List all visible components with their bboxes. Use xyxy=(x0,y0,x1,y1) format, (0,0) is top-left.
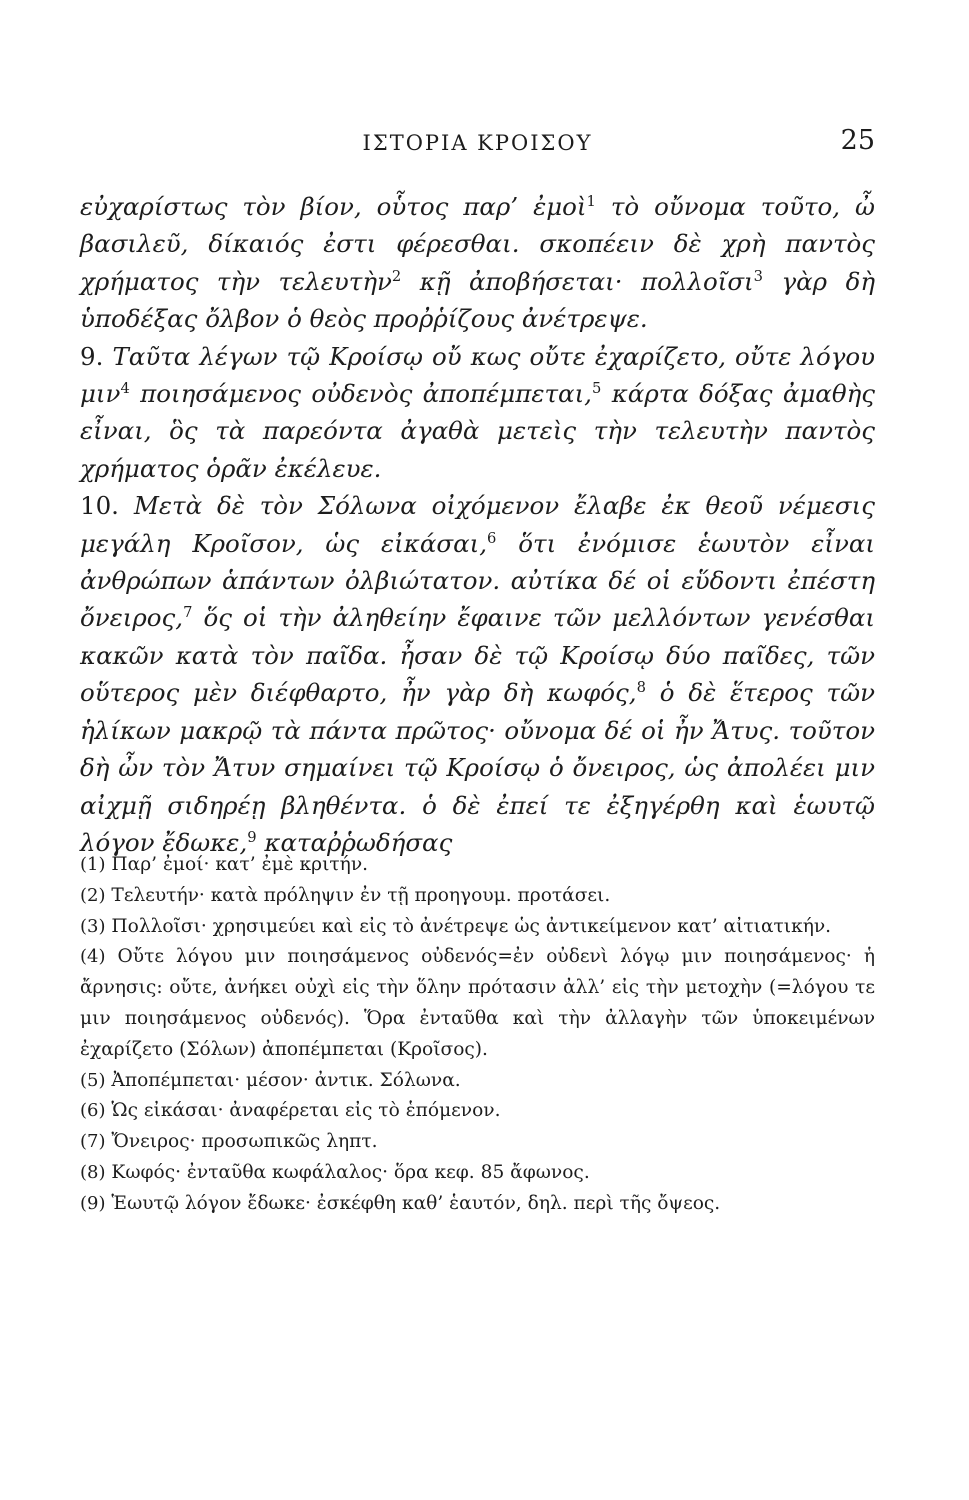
footnote-ref: 7 xyxy=(183,604,193,622)
paragraph-8-end xyxy=(80,188,875,338)
text-span: ὁ δὲ ἕτερος τῶν ἡλίκων μακρῷ τὰ πάντα πρῶτος· οὔνομα δέ οἱ ἦν Ἄτυς. τοῦτον δὴ ὦν τὸν Ἄτυν σημαίνει τῷ Κροίσῳ ὁ ὄνειρος, ὡς ἀπολέει μιν αἰχμῇ σιδηρέῃ βληθέντα. ὁ δὲ ἐπεί τε ἐξηγέρθη καὶ ἑωυτῷ λόγον ἔδωκε, xyxy=(80,678,875,857)
paragraph-9 xyxy=(80,338,875,488)
text-span: ὅτι ἐνόμισε ἑωυτὸν εἶναι ἀνθρώπων ἁπάντων ὀλβιώτατον. αὐτίκα δέ οἱ εὕδοντι ἐπέστη ὄνειρος, xyxy=(80,528,875,633)
footnote-ref: 1 xyxy=(586,192,596,210)
section-number: 10. xyxy=(80,491,119,521)
footnote-ref: 6 xyxy=(487,529,497,547)
text-span: κῇ ἀποβήσεται· πολλοῖσι xyxy=(419,266,754,296)
footnote-text: Ὡς εἰκάσαι· ἀναφέρεται εἰς τὸ ἑπόμενον. xyxy=(111,1100,501,1122)
footnote-1 xyxy=(80,850,875,881)
footnote-text: Ὄνειρος· προσωπικῶς ληπτ. xyxy=(111,1131,378,1153)
footnote-text: Τελευτήν· κατὰ πρόληψιν ἐν τῇ προηγουμ. προτάσει. xyxy=(111,884,611,906)
footnote-marker: (4) xyxy=(80,946,106,968)
text-span: τὸ οὔνομα τοῦτο, ὦ βασιλεῦ, δίκαιός ἐστι φέρεσθαι. σκοπέειν δὲ χρὴ παντὸς χρήματος τὴν τελευτὴν xyxy=(80,192,875,296)
text-span: γὰρ δὴ ὑποδέξας ὄλβον ὁ θεὸς προῤῥίζους ἀνέτρεψε. xyxy=(80,266,875,334)
text-span: κάρτα δόξας ἀμαθὴς εἶναι, ὃς τὰ παρεόντα ἀγαθὰ μετεὶς τὴν τελευτὴν παντὸς χρήματος ὁρᾶν ἐκέλευε. xyxy=(80,379,875,483)
main-text xyxy=(80,188,875,861)
footnote-ref: 4 xyxy=(120,379,130,397)
text-span: Μετὰ δὲ τὸν Σόλωνα οἰχόμενον ἔλαβε ἐκ θεοῦ νέμεσις μεγάλη Κροῖσον, ὡς εἰκάσαι, xyxy=(80,491,875,558)
footnote-text: Ἑωυτῷ λόγον ἔδωκε· ἐσκέφθη καθ’ ἑαυτόν, δηλ. περὶ τῆς ὄψεος. xyxy=(111,1192,721,1214)
footnote-8 xyxy=(80,1158,875,1189)
footnote-7 xyxy=(80,1127,875,1158)
footnote-ref: 5 xyxy=(591,379,602,397)
footnote-6 xyxy=(80,1096,875,1127)
text-span: ποιησάμενος οὐδενὸς ἀποπέμπεται, xyxy=(140,379,592,409)
footnote-5 xyxy=(80,1066,875,1097)
text-span: εὐχαρίστως τὸν βίον, οὗτος παρ’ ἐμοὶ xyxy=(80,192,587,221)
paragraph-10 xyxy=(80,487,875,861)
footnote-text: Παρ’ ἐμοί· κατ’ ἐμὲ κριτήν. xyxy=(111,854,369,875)
footnote-ref: 2 xyxy=(391,267,402,285)
running-title: ΙΣΤΟΡΙΑ ΚΡΟΙΣΟΥ xyxy=(362,131,593,155)
footnote-4 xyxy=(80,942,875,1065)
footnote-ref: 8 xyxy=(636,679,646,697)
footnote-marker: (5) xyxy=(80,1069,106,1091)
page-header xyxy=(80,123,875,163)
footnote-2 xyxy=(80,881,875,912)
footnote-ref: 9 xyxy=(247,828,257,846)
page-number: 25 xyxy=(840,125,875,156)
footnote-marker: (6) xyxy=(80,1100,106,1122)
footnote-marker: (7) xyxy=(80,1131,106,1153)
section-number: 9. xyxy=(80,341,104,371)
footnote-marker: (3) xyxy=(80,915,106,937)
footnote-marker: (2) xyxy=(80,884,106,906)
text-span: καταῤῥωδήσας xyxy=(264,827,453,857)
footnote-marker: (1) xyxy=(80,854,106,875)
text-span: Ταῦτα λέγων τῷ Κροίσῳ οὔ κως οὔτε ἐχαρίζετο, οὔτε λόγου μιν xyxy=(80,341,876,409)
footnotes xyxy=(80,850,875,1220)
text-span: ὅς οἱ τὴν ἀληθείην ἔφαινε τῶν μελλόντων γενέσθαι κακῶν κατὰ τὸν παῖδα. ἦσαν δὲ τῷ Κροίσῳ δύο παῖδες, τῶν οὕτερος μὲν διέφθαρτο, ἦν γὰρ δὴ κωφός, xyxy=(80,603,875,708)
footnote-text: Ἀποπέμπεται· μέσον· ἀντικ. Σόλωνα. xyxy=(111,1069,461,1091)
footnote-marker: (9) xyxy=(80,1192,106,1214)
footnote-text: Οὔτε λόγου μιν ποιησάμενος οὐδενός=ἐν οὐδενὶ λόγῳ μιν ποιησάμενος· ἡ ἄρνησις: οὔτε, ἀνήκει οὐχὶ εἰς τὴν ὅλην πρότασιν ἀλλ’ εἰς τὴν μετοχὴν (=λόγου τε μιν ποιησάμενος οὐδενός). Ὅρα ἐνταῦθα καὶ τὴν ἀλλαγὴν τῶν ὑποκειμένων ἐχαρίζετο (Σόλων) ἀποπέμπεται (Κροῖσος). xyxy=(80,946,875,1060)
footnote-ref: 3 xyxy=(753,267,764,285)
footnote-marker: (8) xyxy=(80,1161,106,1183)
footnote-text: Πολλοῖσι· χρησιμεύει καὶ εἰς τὸ ἀνέτρεψε ὡς ἀντικείμενον κατ’ αἰτιατικήν. xyxy=(111,915,832,937)
footnote-9 xyxy=(80,1189,875,1220)
footnote-3 xyxy=(80,912,875,943)
footnote-text: Κωφός· ἐνταῦθα κωφάλαλος· ὅρα κεφ. 85 ἄφωνος. xyxy=(111,1161,590,1183)
